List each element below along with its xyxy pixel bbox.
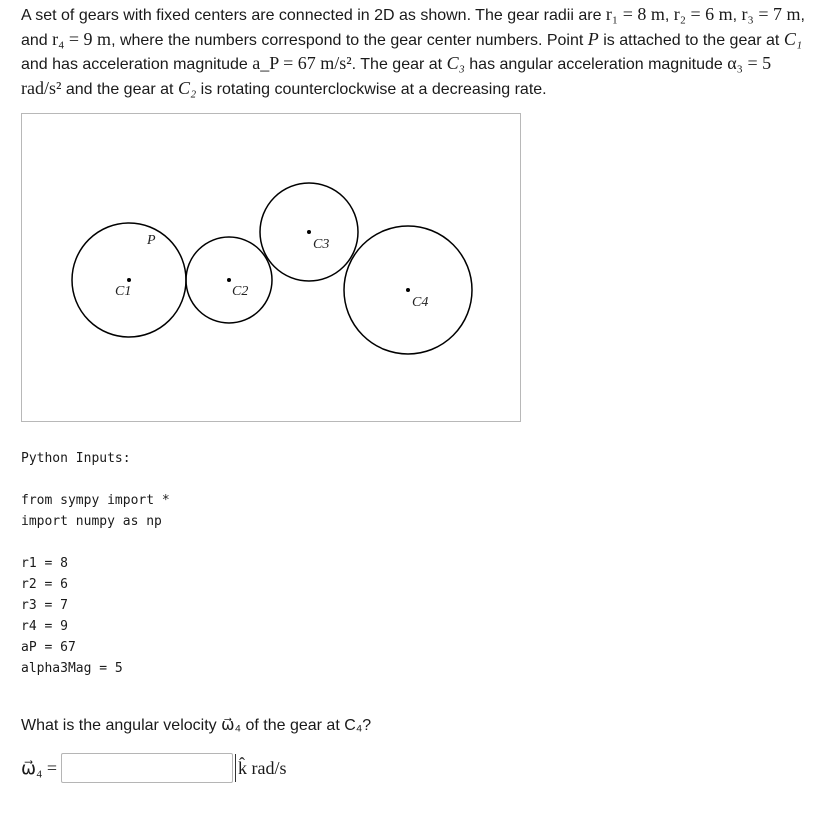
code-line: r2 = 6 xyxy=(21,577,68,592)
rotation-text: is rotating counterclockwise at a decreasing rate. xyxy=(200,80,547,98)
code-line: r4 = 9 xyxy=(21,619,68,634)
c1-center-dot xyxy=(127,278,131,282)
c3-center-dot xyxy=(307,230,311,234)
r3-equation: r₃ = 7 m xyxy=(741,4,801,24)
omega4-answer-input[interactable] xyxy=(61,753,233,783)
code-line: r3 = 7 xyxy=(21,598,68,613)
c2-center-dot xyxy=(227,278,231,282)
c4-center-dot xyxy=(406,288,410,292)
attached-text: is attached to the gear at xyxy=(603,31,780,49)
after-radii-text: , where the numbers correspond to the gear center numbers. Point xyxy=(111,31,584,49)
ap-equation: a_P = 67 m/s² xyxy=(252,53,352,73)
alpha-text: has angular acceleration magnitude xyxy=(469,56,723,73)
r4-equation: r₄ = 9 m xyxy=(52,28,112,49)
gear-diagram xyxy=(21,113,521,422)
r2-equation: r₂ = 6 m xyxy=(673,4,733,24)
code-line: alpha3Mag = 5 xyxy=(21,661,123,676)
code-line xyxy=(21,532,170,553)
python-inputs-block xyxy=(21,448,170,679)
gear3-text: . The gear at xyxy=(351,56,443,73)
python-inputs-header: Python Inputs: xyxy=(21,451,131,466)
c3-label: C3 xyxy=(313,237,330,252)
code-line: aP = 67 xyxy=(21,640,76,655)
and-gear-text: and the gear at xyxy=(65,80,174,98)
point-p-label: P xyxy=(147,233,156,248)
c1-label: C1 xyxy=(115,284,132,299)
c3-symbol: C₃ xyxy=(446,53,465,73)
alpha3-equation: α₃ = 5 rad/s² xyxy=(21,53,772,98)
question-text: What is the angular velocity ω⃗₄ of the gear at C₄? xyxy=(21,717,372,734)
c1-symbol: C₁ xyxy=(783,28,803,49)
answer-label: ω⃗₄ = xyxy=(21,757,57,778)
point-p-symbol: P xyxy=(587,28,599,49)
gear-diagram-svg xyxy=(22,114,520,421)
r1-equation: r₁ = 8 m xyxy=(605,4,665,24)
code-line: from sympy import * xyxy=(21,493,170,508)
c2-label: C2 xyxy=(232,284,249,299)
accel-text: and has acceleration magnitude xyxy=(21,56,248,73)
c2-symbol: C₂ xyxy=(177,77,197,98)
code-line: import numpy as np xyxy=(21,514,162,529)
problem-statement: A set of gears with fixed centers are connected in 2D as shown. The gear radii are r₁ = 8 m, r₂ = 6 m, r₃ = 7 m, and r₄ = 9 m, where the numbers correspond to the gear center numbers. Point P is attached to the gear at C₁ and has acceleration magnitude a_P = 67 m/s². The gear at C₃ has angular acceleration magnitude α₃ = 5 rad/s² and the gear at C₂ is rotating counterclockwise at a decreasing rate. xyxy=(21,4,805,98)
code-line: r1 = 8 xyxy=(21,556,68,571)
c4-label: C4 xyxy=(412,295,429,310)
answer-row xyxy=(21,752,287,784)
problem-intro: A set of gears with fixed centers are connected in 2D as shown. The gear radii are xyxy=(21,7,602,24)
answer-unit: k̂ rad/s xyxy=(235,754,287,782)
